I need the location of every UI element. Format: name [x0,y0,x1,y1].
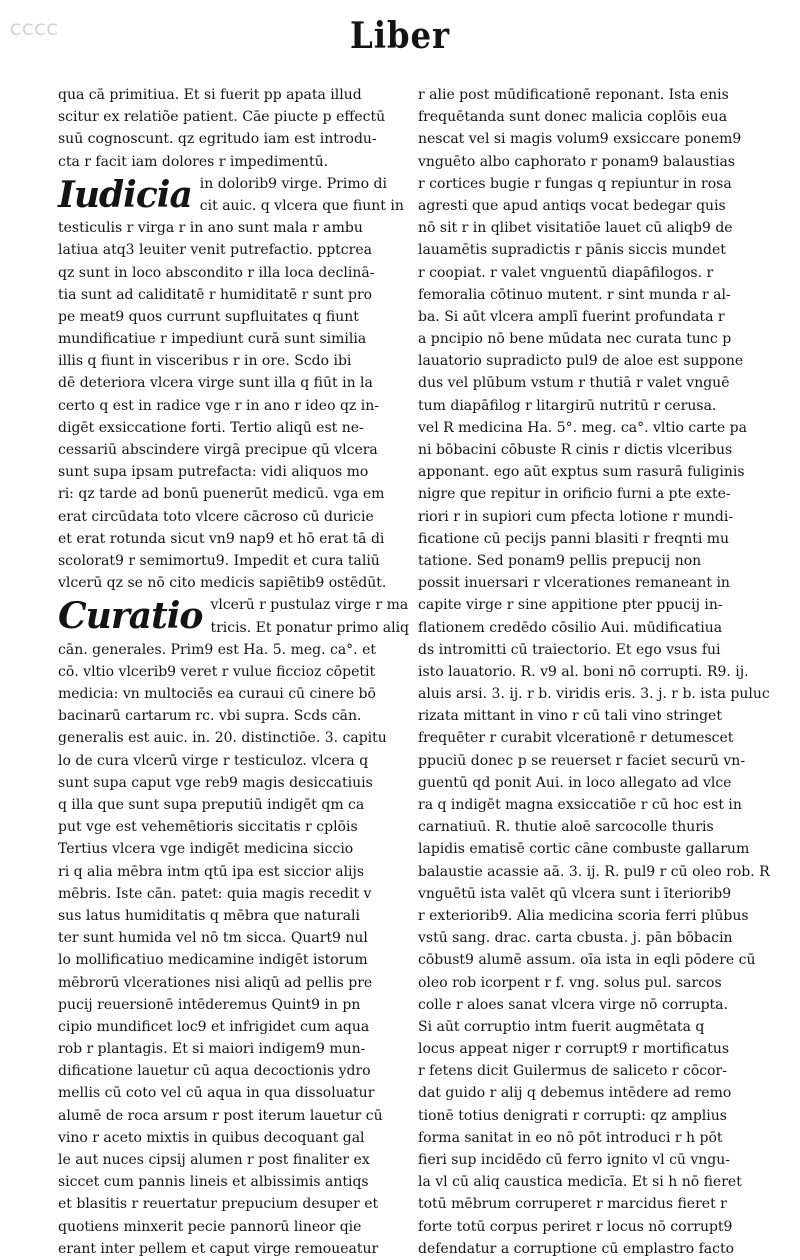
text-line: ter sunt humida vel nō tm sicca. Quart9 nul [58,930,368,947]
text-line: tum diapāfilog r litargirū nutritū r cerusa. [418,397,717,414]
rubric-curatio-line [58,594,410,638]
text-line: certo q est in radice vge r in ano r ideo qz in- [58,397,379,414]
text-line: isto lauatorio. R. v9 al. boni nō corrupti. R9. ij. [418,663,749,680]
text-line: femoralia cōtinuo mutent. r sint munda r al- [418,286,731,303]
text-line: ficatione cū pecijs panni blasiti r freqnti mu [418,530,730,547]
text-line: generalis est auic. in. 20. distinctiōe. 3. capitu [58,730,387,747]
text-line: latiua atq3 leuiter venit putrefactio. pptcrea [58,242,372,259]
text-line: balaustie acassie aā. 3. ij. R. pul9 r cū oleo rob. R [418,863,770,880]
text-line: rob r plantagis. Et si maiori indigem9 mun- [58,1041,366,1058]
text-line: mundificatiue r impediunt curā sunt similia [58,331,367,348]
text-line: r alie post mūdificationē reponant. Ista enis [418,87,729,103]
text-line: erat circūdata toto vlcere cācroso cū duricie [58,508,374,525]
text-line: pe meat9 quos currunt supfluitates q fiunt [58,308,359,325]
text-line: Tertius vlcera vge indigēt medicina siccio [58,841,354,858]
text-line: dificatione lauetur cū aqua decoctionis ydro [58,1063,371,1080]
text-line: nescat vel si magis volum9 exsiccare ponem9 [418,131,742,148]
right-column [418,84,770,1260]
text-line: totū mēbrum corruperet r marcidus fieret r [418,1196,727,1213]
text-line: lauatorio supradicto pul9 de aloe est suppone [418,353,744,370]
rubric-judicia-side [200,173,410,217]
text-line: tricis. Et ponatur primo aliq [210,619,410,636]
text-line: la vl cū aliq caustica medicīa. Et si h nō fieret [418,1174,742,1191]
text-line: vlcerū qz se nō cito medicis sapiētib9 ostēdūt. [58,575,387,592]
text-line: lo mollificatiuo medicamine indigēt istorum [58,952,368,969]
text-line: tionē totius denigrati r corrupti: qz amplius [418,1107,727,1124]
text-line: cta r facit iam dolores r impedimentū. [58,153,329,170]
text-line: guentū qd ponit Aui. in loco allegato ad vlce [418,774,732,791]
text-line: defendatur a corruptione cū emplastro facto [418,1240,734,1257]
text-line: possit inuersari r vlcerationes remaneant in [418,575,730,592]
text-line: vnguēto albo caphorato r ponam9 balaustias [418,153,735,170]
text-line: scitur ex relatiõe patient. Cāe piucte p effectū [58,109,386,126]
text-line: aluis arsi. 3. ij. r b. viridis eris. 3. j. r b. ista puluc [418,686,770,703]
text-line: ri: qz tarde ad bonū puenerūt medicū. vga em [58,486,385,503]
text-line: locus appeat niger r corrupt9 r mortificatus [418,1041,730,1058]
text-line: tia sunt ad caliditatē r humiditatē r sunt pro [58,286,373,303]
text-line: ra q indigēt magna exsiccatiōe r cū hoc est in [418,797,742,813]
text-line: quotiens minxerit pecie pannorū lineor qie [58,1218,362,1235]
text-line: sunt supa ipsam putrefacta: vidi aliquos mo [58,464,369,481]
text-line: bacinarū cartarum rc. vbi supra. Scds cān. [58,708,362,725]
text-line: nō sit r in qlibet visitatiōe lauet cū aliqb9 de [418,220,733,237]
text-line: forma sanitat in eo nō pōt introduci r h pōt [418,1129,723,1146]
text-line: oleo rob icorpent r f. vng. solus pul. sarcos [418,974,722,991]
text-line: cit auic. q vlcera que fiunt in [199,197,404,214]
text-line: illis q fiunt in visceribus r in ore. Scdo ibi [58,353,352,370]
text-line: in dolorib9 virge. Primo di [199,175,387,192]
running-head: Liber [350,15,450,57]
text-line: pucij reuersionē intēderemus Quint9 in pn [58,996,361,1013]
text-line: lapidis ematisē cortic cāne combuste gallarum [418,841,750,858]
text-line: q illa que sunt supa preputiū indigēt qm ca [58,797,365,814]
text-line: ba. Si aūt vlcera amplī fuerint profundata r [418,308,725,325]
text-line: ri q alia mēbra intm qtū ipa est siccior alijs [58,863,365,880]
text-line: nigre que repitur in orificio furni a pte exte- [418,486,731,503]
text-line: colle r aloes sanat vlcera virge nō corrupta. [418,996,728,1013]
text-line: sunt supa caput vge reb9 magis desiccatiuis [58,774,373,791]
left-mid-block [58,217,410,594]
text-line: alumē de roca arsum r post iterum lauetur cū [58,1107,383,1124]
text-line: vlcerū r pustulaz virge r ma [210,597,409,614]
left-top-block [58,84,410,173]
corner-stamp: CCCC [10,20,59,39]
text-line: erant inter pellem et caput virge remoueatur [58,1240,379,1257]
rubric-judicia: Iudicia [58,173,192,216]
text-line: flationem credēdo cōsilio Aui. mūdificatiua [418,619,723,636]
text-line: scolorat9 r semimortu9. Impedit et cura taliū [58,552,380,569]
text-line: frequētanda sunt donec malicia coplōis eua [418,109,728,126]
text-line: vnguētū ista valēt qū vlcera sunt i īteriorib9 [418,885,732,902]
text-line: agresti que apud antiqs vocat bedegar quis [418,197,726,214]
text-line: siccet cum pannis lineis et albissimis antiqs [58,1174,369,1191]
text-line: lauamētis supradictis r pānis siccis mundet [418,242,726,259]
text-line: cessariū abscindere virgā precipue qū vlcera [58,442,378,459]
text-line: frequēter r curabit vlcerationē r detumescet [418,730,734,747]
text-line: put vge est vehemētioris siccitatis r cplōis [58,819,358,836]
text-line: fieri sup incidēdo cū ferro ignito vl cū vngu- [418,1152,731,1168]
text-line: dat guido r alij q debemus intēdere ad remo [418,1085,732,1102]
text-line: mellis cū coto vel cū aqua in qua dissoluatur [58,1085,375,1102]
text-line: cipio mundificet loc9 et infrigidet cum aqua [58,1018,370,1035]
text-line: suū cognoscunt. qz egritudo iam est introdu- [58,131,377,148]
text-line: qua cā primitiua. Et si fuerit pp apata illud [58,87,362,103]
text-line: forte totū corpus periret r locus nō corrupt9 [418,1218,733,1235]
text-line: dē deteriora vlcera virge sunt illa q fiūt in la [58,375,373,392]
rubric-curatio: Curatio [58,595,203,638]
text-line: cōbust9 alumē assum. oīa ista in eqli pōdere cū [418,952,756,969]
text-line: r exteriorib9. Alia medicina scoria ferri plūbus [418,907,749,924]
text-line: dus vel plūbum vstum r thutiā r valet vnguē [418,375,730,392]
text-line: ds intromitti cū traiectorio. Et ego vsus fui [418,641,721,658]
text-line: et erat rotunda sicut vn9 nap9 et hō erat tā di [58,530,385,547]
text-line: r coopiat. r valet vnguentū diapāfilogos. r [418,264,714,281]
text-line: qz sunt in loco abscondito r illa loca declinā- [58,264,375,281]
rubric-curatio-side [210,594,410,638]
text-line: cō. vltio vlcerib9 veret r vulue ficcioz cōpetit [58,663,376,680]
text-line: mēbrorū vlcerationes nisi aliqū ad pellis pre [58,974,373,991]
text-line: digēt exsiccatione forti. Tertio aliqū est ne- [58,419,364,436]
text-line: a pncipio nō bene mūdata nec curata tunc p [418,331,732,348]
text-line: et blasitis r reuertatur prepucium desuper et [58,1196,379,1213]
rubric-judicia-line [58,173,410,217]
text-line: apponant. ego aūt exptus sum rasurā fuliginis [418,464,745,481]
text-line: vel R medicina Ha. 5°. meg. ca°. vltio carte pa [418,419,747,436]
text-line: riori r in supiori cum pfecta lotione r mundi- [418,508,734,525]
text-line: le aut nuces cipsij alumen r post finaliter ex [58,1152,370,1169]
text-line: vstū sang. drac. carta cbusta. j. pān bōbacin [418,930,733,947]
text-line: r cortices bugie r fungas q repiuntur in rosa [418,175,732,192]
text-line: ni bōbacini cōbuste R cinis r dictis vlceribus [418,442,733,458]
text-line: vino r aceto mixtis in quibus decoquant gal [58,1129,365,1146]
text-line: r fetens dicit Guilermus de saliceto r cōcor- [418,1063,727,1080]
text-line: mēbris. Iste cān. patet: quia magis recedit v [58,885,372,902]
text-line: Si aūt corruptio intm fuerit augmētata q [418,1018,705,1035]
left-bottom-block [58,639,410,1260]
text-line: testiculis r virga r in ano sunt mala r ambu [58,220,363,237]
text-line: carnatiuū. R. thutie aloē sarcocolle thuris [418,819,714,836]
text-line: ppuciū donec p se reuerset r faciet securū vn- [418,752,746,769]
text-line: lo de cura vlcerū virge r testiculoz. vlcera q [58,752,369,769]
text-line: sus latus humiditatis q mēbra que naturali [58,907,361,924]
text-line: medicia: vn multociēs ea curaui cū cinere bō [58,686,376,703]
text-line: rizata mittant in vino r cū tali vino stringet [418,708,722,725]
text-line: cān. generales. Prim9 est Ha. 5. meg. ca°. et [58,641,376,658]
text-line: tatione. Sed ponam9 pellis prepucij non [418,552,702,569]
text-line: capite virge r sine appitione pter ppucij in- [418,597,723,614]
left-column [58,84,410,1260]
